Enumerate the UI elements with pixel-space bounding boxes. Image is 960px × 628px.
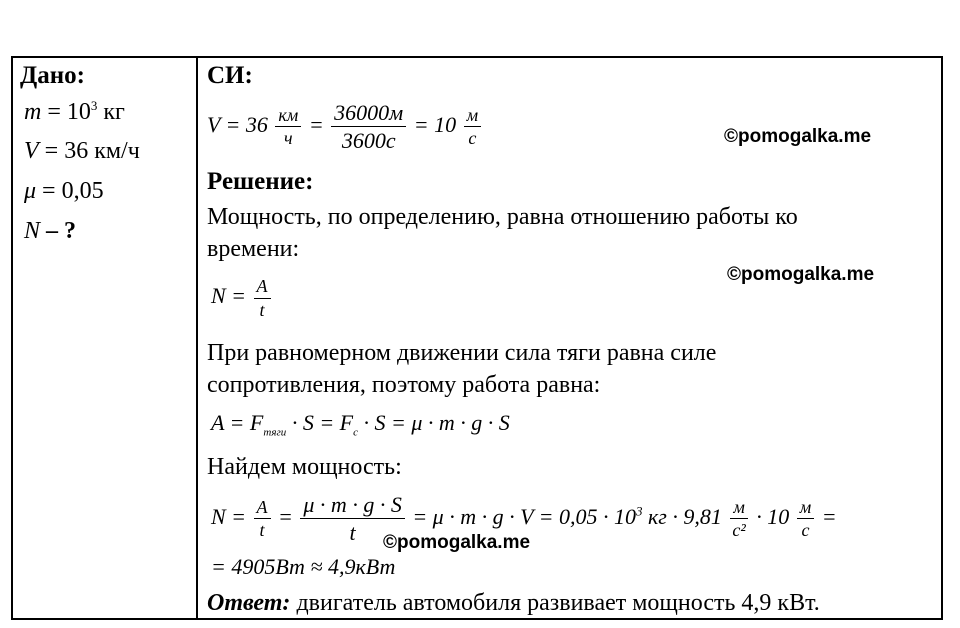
paragraph-uniform-line2: сопротивления, поэтому работа равна: [207, 372, 601, 398]
calc-part: = μ · m · g · V = 0,05 · 10 [412, 503, 636, 529]
frac-den: с [801, 520, 810, 541]
watermark: ©pomogalka.me [724, 126, 872, 147]
si-frac-num: 36000м [331, 100, 406, 127]
frac-num: A [254, 497, 271, 520]
calc-part: = [278, 503, 293, 529]
frac-num: м [797, 497, 815, 520]
given-header: Дано: [20, 62, 85, 89]
calc-part: кг · 9,81 [648, 503, 722, 529]
calc-frac [729, 497, 748, 541]
calc-part: = [821, 503, 837, 529]
work-part: · S = μ · m · g · S [363, 410, 510, 435]
given-mass [24, 98, 125, 126]
si-frac-m-s [331, 100, 406, 154]
frac-den: t [259, 520, 265, 541]
mass-value: = 10 [47, 99, 91, 125]
frac-num: μ · m · g · S [300, 492, 404, 519]
mass-exponent: 3 [90, 98, 98, 113]
si-header: СИ: [207, 62, 253, 89]
given-friction [24, 178, 104, 205]
si-frac-num: м [464, 105, 482, 128]
calc-frac [254, 497, 271, 541]
calc-frac [797, 497, 815, 541]
velocity-symbol: V [24, 138, 39, 164]
given-unknown [24, 218, 76, 245]
formula-result: = 4905Вт ≈ 4,9кВт [211, 554, 396, 579]
answer-label: Ответ: [207, 590, 291, 616]
power-symbol: N [24, 218, 41, 244]
si-eq: = [308, 111, 324, 137]
work-sub-traction: тяги [263, 426, 287, 439]
frac-den: с² [732, 520, 746, 541]
si-conversion-formula [207, 100, 483, 154]
calc-part: · 10 [756, 503, 790, 529]
si-frac-km-h [275, 105, 301, 149]
si-frac-unit [464, 105, 482, 149]
mass-symbol: m [24, 99, 42, 125]
si-frac-den: ч [284, 128, 293, 149]
calc-exponent: 3 [636, 503, 643, 519]
si-frac-den: с [468, 128, 477, 149]
watermark: ©pomogalka.me [383, 532, 531, 553]
frac-num: м [730, 497, 748, 520]
work-part: A = F [211, 410, 264, 435]
formula-lhs: N = [211, 283, 247, 309]
paragraph-find-power: Найдем мощность: [207, 454, 402, 480]
si-frac-den: 3600с [341, 128, 396, 154]
paragraph-uniform-line1: При равномерном движении сила тяги равна силе [207, 340, 717, 366]
column-divider [196, 56, 198, 620]
si-lhs: V = 36 [207, 111, 268, 137]
answer-text: двигатель автомобиля развивает мощность 4,9 кВт. [290, 590, 820, 616]
paragraph-power-def-line1: Мощность, по определению, равна отношению работы ко [207, 204, 798, 230]
mu-value: = 0,05 [42, 178, 104, 204]
frac-num: A [254, 276, 271, 299]
work-part: · S = F [291, 410, 354, 435]
work-sub-c: c [353, 426, 358, 439]
formula-work [211, 410, 510, 438]
formula-frac [254, 276, 271, 320]
si-frac-num: км [275, 105, 301, 128]
mu-symbol: μ [24, 178, 37, 204]
velocity-value: = 36 км/ч [44, 138, 140, 164]
unknown-mark: – ? [40, 218, 77, 244]
si-eq: = 10 [413, 111, 457, 137]
calc-part: N = [211, 503, 247, 529]
solution-header: Решение: [207, 168, 314, 195]
frac-den: t [349, 520, 356, 546]
mass-unit: кг [97, 99, 125, 125]
frac-den: t [259, 299, 265, 320]
given-velocity [24, 138, 140, 165]
paragraph-power-def-line2: времени: [207, 236, 300, 262]
watermark: ©pomogalka.me [727, 264, 875, 285]
formula-power-definition [211, 276, 273, 320]
answer-line [207, 590, 820, 617]
